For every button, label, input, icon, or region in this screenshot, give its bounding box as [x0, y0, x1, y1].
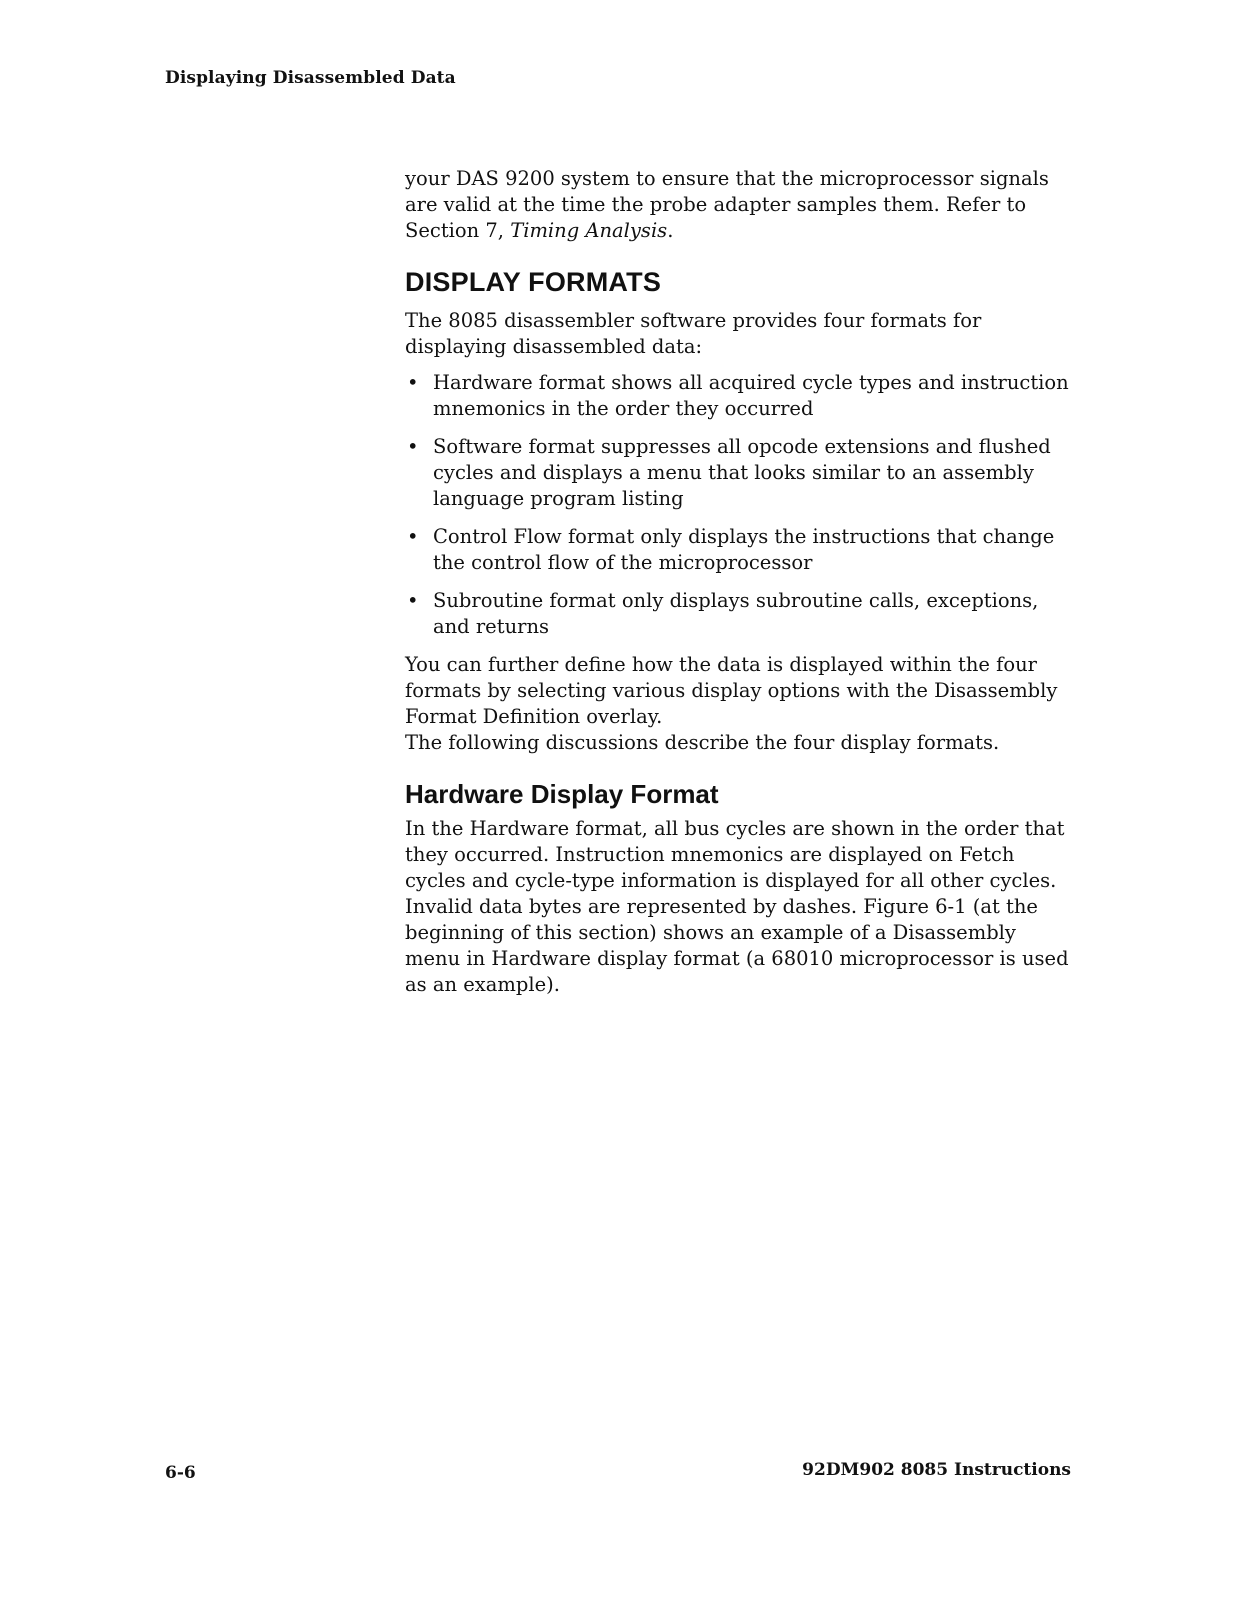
list-item-text: Software format suppresses all opcode extensions and flushed cycles and displays a menu that looks similar to an assembly language program listing	[433, 435, 1051, 510]
intro-paragraph	[405, 166, 1075, 244]
following-paragraph: The following discussions describe the four display formats.	[405, 731, 1000, 754]
intro-text-italic: Timing Analysis	[510, 219, 668, 242]
list-item	[405, 524, 1075, 576]
list-item	[405, 434, 1075, 512]
list-item-text: Control Flow format only displays the instructions that change the control flow of the microprocessor	[433, 525, 1055, 574]
intro-text-before: your DAS 9200 system to ensure that the microprocessor signals are valid at the time the probe adapter samples them. Refer to Section 7,	[405, 167, 1049, 242]
bullet-icon: •	[407, 435, 419, 458]
main-content	[405, 166, 1075, 998]
manual-title: 92DM902 8085 Instructions	[802, 1460, 1071, 1480]
display-formats-lead: The 8085 disassembler software provides four formats for displaying disassembled data:	[405, 309, 982, 358]
intro-text-after: .	[667, 219, 674, 242]
options-paragraph: You can further define how the data is displayed within the four formats by selecting various display options with the Disassembly Format Definition overlay.	[405, 653, 1058, 728]
list-item	[405, 370, 1075, 422]
bullet-icon: •	[407, 371, 419, 394]
bullet-icon: •	[407, 589, 419, 612]
display-formats-heading: DISPLAY FORMATS	[405, 267, 662, 297]
bullet-icon: •	[407, 525, 419, 548]
page-number: 6-6	[165, 1463, 196, 1483]
list-item-text: Hardware format shows all acquired cycle types and instruction mnemonics in the order they occurred	[433, 371, 1069, 420]
hardware-format-heading: Hardware Display Format	[405, 779, 719, 809]
list-item-text: Subroutine format only displays subroutine calls, exceptions, and returns	[433, 589, 1039, 638]
formats-bullet-list	[405, 370, 1075, 640]
running-header: Displaying Disassembled Data	[165, 68, 456, 88]
hardware-format-body: In the Hardware format, all bus cycles are shown in the order that they occurred. Instruction mnemonics are displayed on Fetch cycles and cycle-type information is displayed for all other cycles. Invalid data bytes are represented by dashes. Figure 6-1 (at the beginning of this section) shows an example of a Disassembly menu in Hardware display format (a 68010 microprocessor is used as an example).	[405, 817, 1069, 996]
list-item	[405, 588, 1075, 640]
